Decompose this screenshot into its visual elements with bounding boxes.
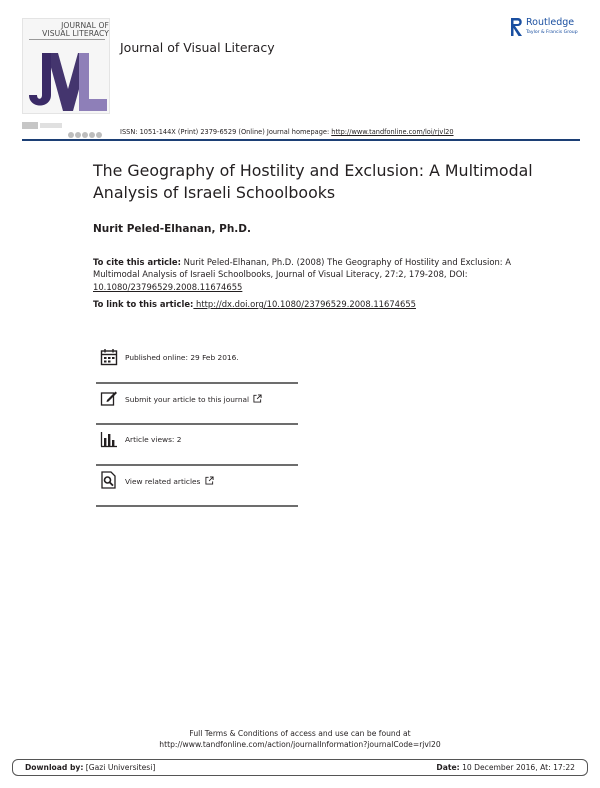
issn-line bbox=[120, 128, 454, 136]
date-value: 10 December 2016, At: 17:22 bbox=[459, 763, 575, 772]
routledge-logo[interactable] bbox=[510, 16, 586, 40]
routledge-name: Routledge bbox=[526, 17, 575, 28]
link-label: To link to this article: bbox=[93, 299, 194, 309]
issn-text: ISSN: 1051-144X (Print) 2379-6529 (Online) Journal homepage: bbox=[120, 128, 332, 136]
calendar-icon bbox=[100, 348, 118, 366]
terms-notice bbox=[0, 728, 600, 750]
journal-homepage-link[interactable]: http://www.tandfonline.com/loi/rjvl20 bbox=[331, 128, 454, 136]
badge-c bbox=[68, 123, 108, 129]
cover-title bbox=[29, 22, 109, 38]
routledge-r-icon bbox=[510, 16, 524, 38]
related-row[interactable] bbox=[96, 466, 298, 507]
downloaded-by-label: Download by: bbox=[25, 763, 84, 772]
related-search-icon bbox=[100, 471, 118, 489]
download-date bbox=[436, 763, 575, 772]
jvl-logo-icon bbox=[25, 49, 109, 113]
article-title: The Geography of Hostility and Exclusion: A Multimodal Analysis of Israeli Schoolbooks bbox=[93, 161, 533, 202]
submit-row[interactable] bbox=[96, 384, 298, 425]
journal-cover bbox=[22, 18, 110, 114]
article-doi-link[interactable]: http://dx.doi.org/10.1080/23796529.2008.11674655 bbox=[193, 299, 416, 309]
cite-doi-link[interactable]: 10.1080/23796529.2008.11674655 bbox=[93, 281, 243, 292]
routledge-tagline: Taylor & Francis Group bbox=[526, 30, 578, 35]
related-label: View related articles bbox=[125, 477, 201, 486]
date-label: Date: bbox=[436, 763, 460, 772]
badge-b bbox=[40, 123, 62, 128]
cite-label: To cite this article: bbox=[93, 257, 181, 267]
views-row bbox=[96, 425, 298, 466]
cover-title-line1: JOURNAL OF bbox=[61, 21, 109, 30]
external-link-icon bbox=[205, 476, 214, 485]
downloaded-by-value: [Gazi Universitesi] bbox=[83, 763, 156, 772]
submit-article-link[interactable] bbox=[125, 394, 262, 404]
external-link-icon bbox=[253, 394, 262, 403]
article-views: Article views: 2 bbox=[125, 435, 182, 444]
terms-line: Full Terms & Conditions of access and use can be found at bbox=[189, 729, 411, 738]
edit-icon bbox=[100, 389, 118, 407]
related-articles-link[interactable] bbox=[125, 476, 214, 486]
article-link-line bbox=[93, 299, 416, 309]
cover-title-line2: VISUAL LITERACY bbox=[42, 29, 109, 38]
published-date: Published online: 29 Feb 2016. bbox=[125, 353, 239, 362]
published-row bbox=[96, 343, 298, 384]
article-author: Nurit Peled-Elhanan, Ph.D. bbox=[93, 223, 252, 235]
journal-name: Journal of Visual Literacy bbox=[120, 40, 275, 55]
bar-chart-icon bbox=[100, 430, 118, 448]
badge-a bbox=[22, 122, 38, 129]
article-info-list bbox=[96, 343, 298, 507]
downloaded-by bbox=[25, 763, 155, 772]
terms-url[interactable]: http://www.tandfonline.com/action/journalInformation?journalCode=rjvl20 bbox=[159, 740, 441, 749]
header-rule bbox=[22, 139, 580, 141]
cover-rule bbox=[29, 39, 105, 40]
cite-text: Nurit Peled-Elhanan, Ph.D. (2008) The Geography of Hostility and Exclusion: A Multimodal Analysis of Israeli Schoolbooks, Journal of Visual Literacy, 27:2, 179-208, DOI: bbox=[93, 257, 511, 280]
download-info-bar bbox=[12, 759, 588, 776]
citation-block bbox=[93, 256, 533, 293]
submit-label: Submit your article to this journal bbox=[125, 395, 250, 404]
publisher-badges bbox=[22, 121, 110, 131]
